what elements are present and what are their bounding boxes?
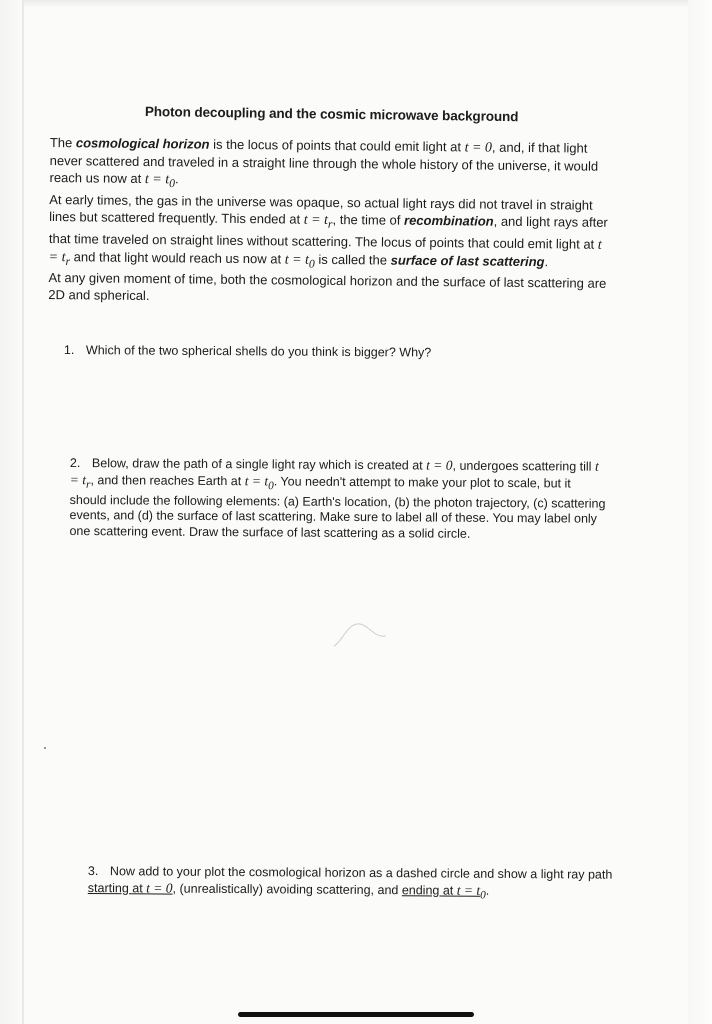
- equation: $t = t_0$: [144, 171, 176, 191]
- equation: $t = t_r$: [303, 212, 333, 231]
- equation: t = 0: [464, 140, 493, 156]
- pencil-mark: [44, 747, 46, 749]
- term-recombination: recombination: [403, 212, 494, 229]
- term-surface-of-last-scattering: surface of last scattering: [390, 252, 545, 269]
- question-2: 2. Below, draw the path of a single light ray which is created at t = 0, undergoes scattering till $t = t_r$, and then reaches Earth at $t = t_0$. You needn't attempt to make your plot to scale, but it should include the following elements: (a) Earth's location, (b) the photon trajectory, (c) scattering events, and (d) the surface of last scattering. Make sure to label all of these. You may label only one scattering event. Draw the surface of last scattering as a solid circle.: [69, 455, 606, 541]
- equation: $t = t_r$: [48, 237, 602, 268]
- question-text: Which of the two spherical shells do you think is bigger? Why?: [85, 343, 432, 360]
- question-3: 3. Now add to your plot the cosmological horizon as a dashed circle and show a light ray path starting at t = 0, (unrealistically) avoiding scattering, and ending at $t = t_0$.: [87, 864, 613, 901]
- equation: $t = t_0$: [284, 252, 315, 271]
- term-cosmological-horizon: cosmological horizon: [75, 135, 210, 152]
- pencil-curve: [334, 624, 386, 646]
- equation: $t = t_r$: [69, 458, 599, 491]
- intro-paragraph-recombination: At early times, the gas in the universe was opaque, so actual light rays did not travel in straight lines but scattered frequently. This ended at $t = t_r$, the time of recombination, and light rays after that time traveled on straight lines without scattering. The locus of points that could emit light at $t = t_r$ and that light would reach us now at $t = t_0$ is called the surface of last scattering.: [48, 191, 608, 271]
- intro-paragraph-horizon: The cosmological horizon is the locus of points that could emit light at t = 0, and, if that light never scattered and traveled in a straight line through the whole history of the universe, it would reach us now at $t = t_0$.: [49, 134, 599, 191]
- paper-right-margin: [688, 0, 712, 1024]
- paper-left-margin: [0, 0, 24, 1024]
- equation: t = 0: [426, 457, 453, 473]
- intro-text: [48, 134, 610, 309]
- intro-paragraph-shape: At any given moment of time, both the cosmological horizon and the surface of last scattering are 2D and spherical.: [48, 270, 607, 304]
- page-title: Photon decoupling and the cosmic microwave background: [144, 104, 519, 125]
- question-number: 1.: [63, 343, 75, 358]
- underlined-text: ending at $t = t_0$: [401, 882, 486, 901]
- home-indicator-bar[interactable]: [238, 1012, 474, 1017]
- paper-top-edge: [24, 0, 688, 8]
- underlined-text: starting at t = 0: [87, 879, 173, 896]
- question-number: 3.: [87, 864, 99, 879]
- equation: $t = t_0$: [244, 472, 274, 492]
- question-number: 2.: [69, 455, 81, 471]
- faint-pencil-sketch: [330, 614, 390, 654]
